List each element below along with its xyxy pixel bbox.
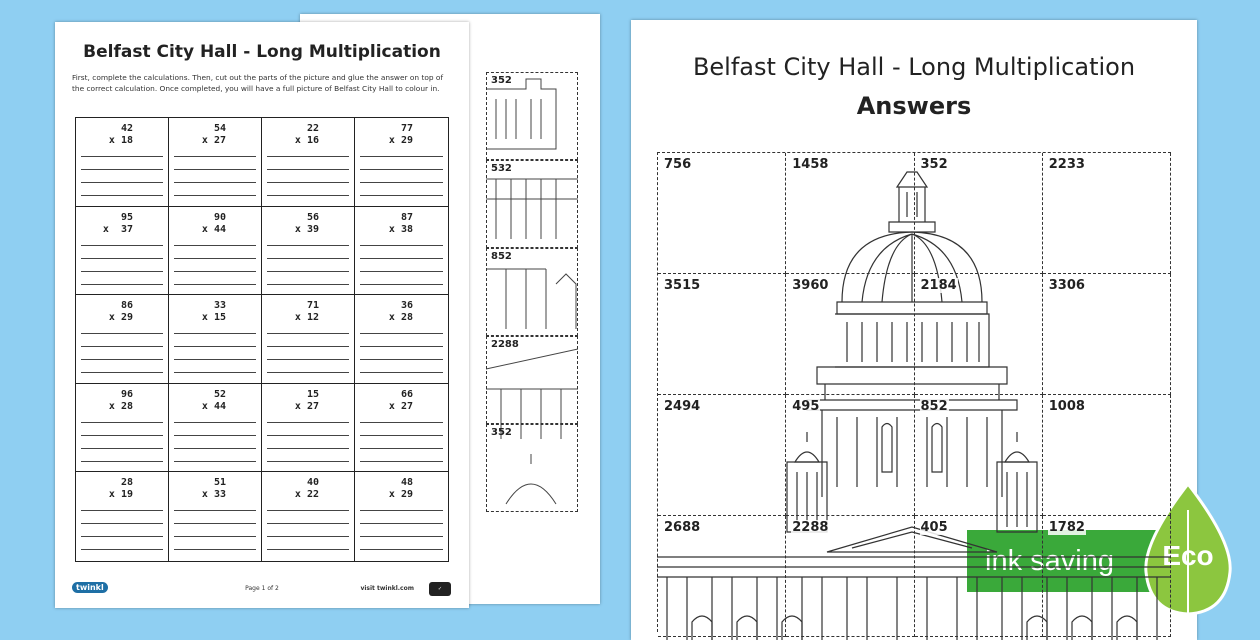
working-line[interactable] bbox=[360, 156, 443, 157]
working-line[interactable] bbox=[174, 195, 256, 196]
working-line[interactable] bbox=[360, 169, 443, 170]
working-line[interactable] bbox=[267, 182, 349, 183]
calculation-cell[interactable] bbox=[262, 295, 355, 384]
multiplicand: 52 bbox=[213, 388, 226, 400]
answer-number: 756 bbox=[664, 157, 692, 172]
picture-piece[interactable] bbox=[486, 72, 578, 160]
working-line[interactable] bbox=[267, 372, 349, 373]
picture-piece[interactable] bbox=[486, 336, 578, 424]
multiplicand: 40 bbox=[306, 477, 319, 489]
working-line[interactable] bbox=[267, 284, 349, 285]
answer-cell bbox=[915, 516, 1043, 637]
working-line[interactable] bbox=[81, 271, 163, 272]
multiplier: x 44 bbox=[201, 223, 226, 235]
working-line[interactable] bbox=[267, 549, 349, 550]
working-line[interactable] bbox=[360, 271, 443, 272]
working-line[interactable] bbox=[360, 461, 443, 462]
answer-number: 3515 bbox=[664, 278, 701, 293]
multiplier: x 22 bbox=[294, 489, 319, 501]
answers-grid bbox=[657, 152, 1171, 632]
working-line[interactable] bbox=[174, 372, 256, 373]
working-line[interactable] bbox=[360, 284, 443, 285]
working-line[interactable] bbox=[360, 435, 443, 436]
working-line[interactable] bbox=[174, 182, 256, 183]
multiplicand: 56 bbox=[306, 211, 319, 223]
calculation-cell[interactable] bbox=[76, 118, 169, 207]
working-line[interactable] bbox=[81, 284, 163, 285]
working-line[interactable] bbox=[267, 523, 349, 524]
answer-cell bbox=[786, 274, 914, 395]
answer-number: 495 bbox=[792, 399, 820, 414]
working-line[interactable] bbox=[267, 195, 349, 196]
ink-saving-banner: ink saving bbox=[967, 530, 1170, 592]
multiplicand: 54 bbox=[213, 123, 226, 134]
working-line[interactable] bbox=[81, 461, 163, 462]
working-line[interactable] bbox=[267, 156, 349, 157]
answer-number: 1008 bbox=[1048, 399, 1085, 414]
multiplier: x 27 bbox=[294, 400, 319, 412]
working-line[interactable] bbox=[360, 333, 443, 334]
multiplier: x 16 bbox=[294, 135, 319, 146]
working-line[interactable] bbox=[174, 333, 256, 334]
calculation-cell[interactable] bbox=[262, 118, 355, 207]
multiplicand: 95 bbox=[120, 211, 133, 223]
working-line[interactable] bbox=[360, 359, 443, 360]
worksheet-title: Belfast City Hall - Long Multiplication bbox=[83, 42, 441, 62]
answer-cell bbox=[915, 274, 1043, 395]
multiplicand: 15 bbox=[306, 388, 319, 400]
calculation-cell[interactable] bbox=[76, 295, 169, 384]
answer-cell bbox=[1043, 274, 1171, 395]
working-line[interactable] bbox=[81, 258, 163, 259]
multiplicand: 22 bbox=[306, 123, 319, 134]
working-line[interactable] bbox=[81, 346, 163, 347]
multiplier: x 19 bbox=[108, 489, 133, 501]
working-line[interactable] bbox=[174, 359, 256, 360]
working-line[interactable] bbox=[174, 549, 256, 550]
multiplier: x 15 bbox=[201, 312, 226, 324]
working-line[interactable] bbox=[267, 422, 349, 423]
worksheet-instructions: First, complete the calculations. Then, cut out the parts of the picture and glue the answer on top of the correct calculation. Once completed, you will have a full picture of Belfast City Hall to colour in. bbox=[72, 73, 444, 93]
calculation-cell[interactable] bbox=[169, 207, 262, 296]
multiplicand: 33 bbox=[213, 300, 226, 312]
working-line[interactable] bbox=[174, 536, 256, 537]
working-line[interactable] bbox=[81, 182, 163, 183]
working-line[interactable] bbox=[360, 195, 443, 196]
answer-cell bbox=[658, 516, 786, 637]
answers-subtitle: Answers bbox=[856, 92, 972, 120]
working-line[interactable] bbox=[174, 284, 256, 285]
working-line[interactable] bbox=[267, 510, 349, 511]
answers-page bbox=[631, 20, 1197, 640]
working-line[interactable] bbox=[267, 448, 349, 449]
answer-number: 352 bbox=[920, 157, 948, 172]
multiplicand: 96 bbox=[120, 388, 133, 400]
multiplier: x 27 bbox=[201, 135, 226, 146]
working-line[interactable] bbox=[267, 346, 349, 347]
multiplier: x 18 bbox=[108, 135, 133, 146]
working-line[interactable] bbox=[174, 271, 256, 272]
working-line[interactable] bbox=[174, 169, 256, 170]
working-line[interactable] bbox=[174, 435, 256, 436]
working-line[interactable] bbox=[81, 156, 163, 157]
multiplicand: 87 bbox=[400, 211, 413, 223]
multiplier: x 29 bbox=[108, 312, 133, 324]
multiplier: x 38 bbox=[388, 223, 413, 235]
calculation-cell[interactable] bbox=[355, 472, 448, 561]
answer-cell bbox=[1043, 395, 1171, 516]
working-line[interactable] bbox=[267, 245, 349, 246]
working-line[interactable] bbox=[267, 271, 349, 272]
working-line[interactable] bbox=[360, 448, 443, 449]
working-line[interactable] bbox=[360, 372, 443, 373]
answer-cell bbox=[915, 153, 1043, 274]
working-line[interactable] bbox=[174, 258, 256, 259]
twinkl-logo: twinkl bbox=[72, 582, 108, 593]
multiplicand: 48 bbox=[400, 477, 413, 489]
working-line[interactable] bbox=[174, 461, 256, 462]
multiplicand: 77 bbox=[400, 123, 413, 134]
working-line[interactable] bbox=[81, 422, 163, 423]
website-link[interactable]: visit twinkl.com bbox=[360, 585, 414, 592]
working-line[interactable] bbox=[174, 523, 256, 524]
answer-number: 1782 bbox=[1048, 520, 1085, 535]
answer-cell bbox=[915, 395, 1043, 516]
calculation-cell[interactable] bbox=[262, 384, 355, 473]
answer-number: 2494 bbox=[664, 399, 701, 414]
multiplier: x 44 bbox=[201, 400, 226, 412]
working-line[interactable] bbox=[267, 435, 349, 436]
piece-number: 852 bbox=[491, 251, 512, 262]
working-line[interactable] bbox=[174, 448, 256, 449]
working-line[interactable] bbox=[81, 448, 163, 449]
multiplier: x 37 bbox=[102, 223, 133, 235]
multiplier: x 28 bbox=[108, 400, 133, 412]
multiplicand: 71 bbox=[306, 300, 319, 312]
calculation-cell[interactable] bbox=[169, 472, 262, 561]
piece-number: 2288 bbox=[491, 339, 519, 350]
answer-cell bbox=[658, 395, 786, 516]
answer-number: 1458 bbox=[792, 157, 829, 172]
multiplier: x 29 bbox=[388, 135, 413, 146]
working-line[interactable] bbox=[81, 169, 163, 170]
multiplier: x 28 bbox=[388, 312, 413, 324]
calculation-cell[interactable] bbox=[262, 472, 355, 561]
multiplier: x 33 bbox=[201, 489, 226, 501]
working-line[interactable] bbox=[81, 359, 163, 360]
working-line[interactable] bbox=[267, 333, 349, 334]
multiplicand: 86 bbox=[120, 300, 133, 312]
calculation-cell[interactable] bbox=[169, 384, 262, 473]
multiplier: x 27 bbox=[388, 400, 413, 412]
working-line[interactable] bbox=[81, 195, 163, 196]
answer-number: 3306 bbox=[1048, 278, 1085, 293]
multiplicand: 28 bbox=[120, 477, 133, 489]
working-line[interactable] bbox=[81, 549, 163, 550]
calculation-cell[interactable] bbox=[169, 118, 262, 207]
multiplicand: 90 bbox=[213, 211, 226, 223]
calculation-cell[interactable] bbox=[355, 295, 448, 384]
answer-cell bbox=[786, 516, 914, 637]
checked-badge-icon: ✓ bbox=[429, 582, 451, 596]
answer-number: 405 bbox=[920, 520, 948, 535]
picture-piece[interactable] bbox=[486, 424, 578, 512]
piece-number: 352 bbox=[491, 427, 512, 438]
answer-cell bbox=[658, 274, 786, 395]
piece-number: 352 bbox=[491, 75, 512, 86]
answer-number: 2233 bbox=[1048, 157, 1085, 172]
calculation-cell[interactable] bbox=[169, 295, 262, 384]
answer-cell bbox=[786, 395, 914, 516]
working-line[interactable] bbox=[81, 536, 163, 537]
working-line[interactable] bbox=[360, 346, 443, 347]
answer-number: 3960 bbox=[792, 278, 829, 293]
working-line[interactable] bbox=[81, 245, 163, 246]
answer-cell bbox=[786, 153, 914, 274]
picture-piece[interactable] bbox=[486, 248, 578, 336]
working-line[interactable] bbox=[360, 258, 443, 259]
piece-number: 532 bbox=[491, 163, 512, 174]
picture-piece[interactable] bbox=[486, 160, 578, 248]
working-line[interactable] bbox=[267, 461, 349, 462]
working-line[interactable] bbox=[174, 156, 256, 157]
page-number: Page 1 of 2 bbox=[245, 585, 279, 592]
calculation-cell[interactable] bbox=[76, 384, 169, 473]
worksheet-page bbox=[55, 22, 469, 608]
answers-title: Belfast City Hall - Long Multiplication bbox=[692, 53, 1136, 81]
calculation-cell[interactable] bbox=[355, 384, 448, 473]
multiplicand: 51 bbox=[213, 477, 226, 489]
working-line[interactable] bbox=[360, 245, 443, 246]
working-line[interactable] bbox=[81, 435, 163, 436]
working-line[interactable] bbox=[360, 549, 443, 550]
answer-number: 2688 bbox=[664, 520, 701, 535]
answer-number: 852 bbox=[920, 399, 948, 414]
working-line[interactable] bbox=[81, 333, 163, 334]
working-line[interactable] bbox=[174, 422, 256, 423]
working-line[interactable] bbox=[360, 422, 443, 423]
working-line[interactable] bbox=[174, 510, 256, 511]
working-line[interactable] bbox=[360, 182, 443, 183]
working-line[interactable] bbox=[267, 359, 349, 360]
answer-cell bbox=[658, 153, 786, 274]
working-line[interactable] bbox=[81, 510, 163, 511]
working-line[interactable] bbox=[267, 258, 349, 259]
working-line[interactable] bbox=[267, 169, 349, 170]
answer-number: 2288 bbox=[792, 520, 829, 535]
working-line[interactable] bbox=[81, 523, 163, 524]
answer-cell bbox=[1043, 153, 1171, 274]
working-line[interactable] bbox=[267, 536, 349, 537]
answer-cell bbox=[1043, 516, 1171, 637]
eco-label: Eco bbox=[1162, 540, 1214, 571]
answer-number: 2184 bbox=[920, 278, 957, 293]
multiplier: x 29 bbox=[388, 489, 413, 501]
multiplicand: 36 bbox=[400, 300, 413, 312]
working-line[interactable] bbox=[81, 372, 163, 373]
working-line[interactable] bbox=[360, 523, 443, 524]
working-line[interactable] bbox=[174, 346, 256, 347]
calculation-cell[interactable] bbox=[355, 118, 448, 207]
multiplier: x 39 bbox=[294, 223, 319, 235]
calculation-cell[interactable] bbox=[76, 207, 169, 296]
calculation-cell[interactable] bbox=[355, 207, 448, 296]
working-line[interactable] bbox=[360, 536, 443, 537]
working-line[interactable] bbox=[174, 245, 256, 246]
multiplier: x 12 bbox=[294, 312, 319, 324]
calculation-grid bbox=[75, 117, 449, 562]
working-line[interactable] bbox=[360, 510, 443, 511]
calculation-cell[interactable] bbox=[262, 207, 355, 296]
multiplicand: 66 bbox=[400, 388, 413, 400]
calculation-cell[interactable] bbox=[76, 472, 169, 561]
multiplicand: 42 bbox=[120, 123, 133, 134]
